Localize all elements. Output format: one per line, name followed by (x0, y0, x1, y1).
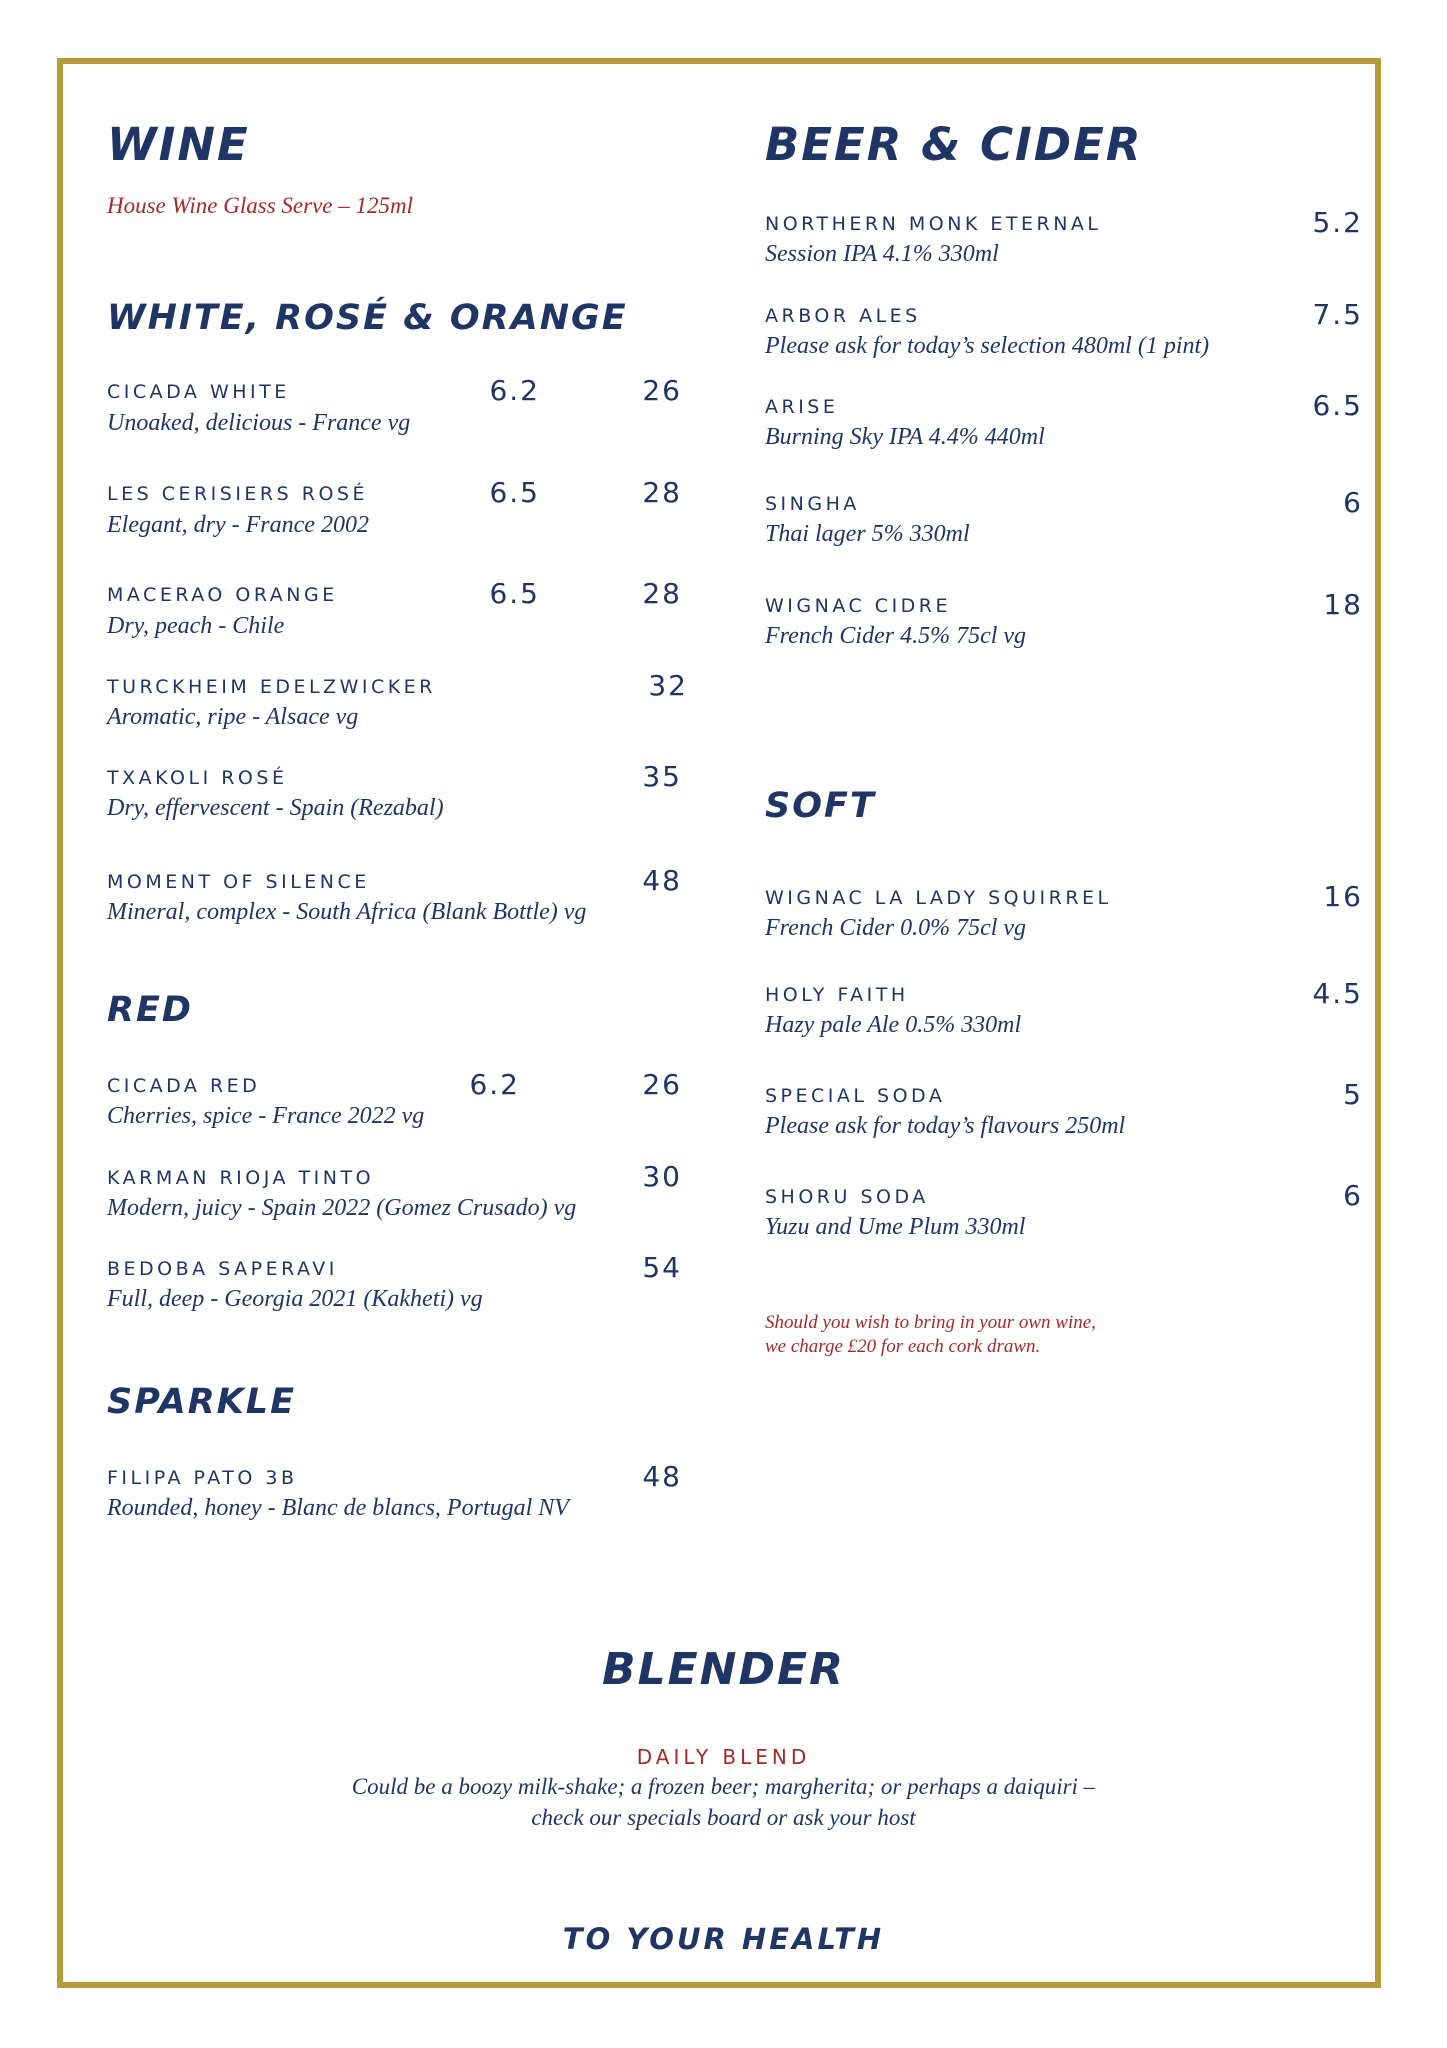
beer-description: Please ask for today’s selection 480ml (1 pint) (765, 333, 1210, 359)
daily-blend-line-2: check our specials board or ask your host (531, 1805, 916, 1830)
beer-price: 6.5 (1312, 389, 1363, 422)
beer-name: SINGHA (765, 493, 860, 515)
beer-description: Thai lager 5% 330ml (765, 521, 970, 547)
wine-description: Dry, peach - Chile (107, 613, 285, 639)
blender-block (0, 1644, 1447, 1695)
soft-description: French Cider 0.0% 75cl vg (765, 915, 1027, 941)
wine-name: MACERAO ORANGE (107, 584, 338, 606)
wine-name: BEDOBA SAPERAVI (107, 1258, 338, 1280)
soft-description: Hazy pale Ale 0.5% 330ml (765, 1012, 1022, 1038)
beer-name: WIGNAC CIDRE (765, 595, 952, 617)
glass-price: 6.5 (489, 476, 540, 509)
wine-name: KARMAN RIOJA TINTO (107, 1167, 375, 1189)
soft-name: SPECIAL SODA (765, 1085, 946, 1107)
wine-description: Modern, juicy - Spain 2022 (Gomez Crusado) vg (107, 1195, 577, 1221)
daily-blend-title: DAILY BLEND (636, 1745, 811, 1769)
wine-name: CICADA RED (107, 1075, 261, 1097)
beer-name: ARISE (765, 396, 839, 418)
soft-price: 5 (1343, 1078, 1363, 1111)
soft-description: Please ask for today’s flavours 250ml (765, 1113, 1126, 1139)
wine-heading: WINE (107, 118, 250, 171)
glass-price: 6.5 (489, 577, 540, 610)
wine-name: CICADA WHITE (107, 381, 290, 403)
corkage-note-line-2: we charge £20 for each cork drawn. (765, 1336, 1041, 1357)
beer-cider-heading: BEER & CIDER (765, 118, 1143, 171)
wine-name: LES CERISIERS ROSÉ (107, 483, 368, 505)
beer-price: 7.5 (1312, 298, 1363, 331)
bottle-price: 26 (642, 374, 682, 407)
bottle-price: 28 (642, 476, 682, 509)
bottle-price: 35 (642, 760, 682, 793)
bottle-price: 26 (642, 1068, 682, 1101)
beer-description: Burning Sky IPA 4.4% 440ml (765, 424, 1045, 450)
footer-tagline: TO YOUR HEALTH (562, 1922, 885, 1956)
wine-name: TXAKOLI ROSÉ (107, 767, 288, 789)
soft-heading: SOFT (765, 786, 876, 826)
bottle-price: 54 (642, 1251, 682, 1284)
wine-name: MOMENT OF SILENCE (107, 871, 370, 893)
glass-price: 6.2 (469, 1068, 520, 1101)
bottle-price: 28 (642, 577, 682, 610)
wine-description: Cherries, spice - France 2022 vg (107, 1103, 425, 1129)
beer-name: ARBOR ALES (765, 305, 921, 327)
bottle-price: 48 (642, 864, 682, 897)
beer-price: 5.2 (1312, 206, 1363, 239)
beer-price: 6 (1343, 486, 1363, 519)
soft-price: 6 (1343, 1179, 1363, 1212)
wine-description: Rounded, honey - Blanc de blancs, Portugal NV (107, 1495, 569, 1521)
wine-name: FILIPA PATO 3B (107, 1467, 298, 1489)
sparkle-heading: SPARKLE (107, 1382, 297, 1422)
soft-name: SHORU SODA (765, 1186, 929, 1208)
beer-description: Session IPA 4.1% 330ml (765, 241, 999, 267)
soft-price: 16 (1323, 880, 1363, 913)
wine-description: Dry, effervescent - Spain (Rezabal) (107, 795, 444, 821)
wine-description: Unoaked, delicious - France vg (107, 410, 411, 436)
white-rose-orange-heading: WHITE, ROSÉ & ORANGE (107, 298, 628, 338)
soft-description: Yuzu and Ume Plum 330ml (765, 1214, 1026, 1240)
house-wine-note: House Wine Glass Serve – 125ml (107, 193, 413, 218)
soft-price: 4.5 (1312, 977, 1363, 1010)
beer-description: French Cider 4.5% 75cl vg (765, 623, 1027, 649)
daily-blend-line-1: Could be a boozy milk-shake; a frozen beer; margherita; or perhaps a daiquiri – (351, 1774, 1096, 1799)
wine-description: Full, deep - Georgia 2021 (Kakheti) vg (107, 1286, 483, 1312)
bottle-price: 30 (642, 1160, 682, 1193)
glass-price: 6.2 (489, 374, 540, 407)
bottle-price: 48 (642, 1460, 682, 1493)
wine-description: Mineral, complex - South Africa (Blank Bottle) vg (107, 899, 587, 925)
beer-name: NORTHERN MONK ETERNAL (765, 213, 1102, 235)
beer-price: 18 (1323, 588, 1363, 621)
corkage-note-line-1: Should you wish to bring in your own wine, (765, 1312, 1096, 1333)
wine-name: TURCKHEIM EDELZWICKER (107, 676, 436, 698)
wine-description: Aromatic, ripe - Alsace vg (107, 704, 359, 730)
soft-name: WIGNAC LA LADY SQUIRREL (765, 887, 1112, 909)
bottle-price: 32 (648, 669, 688, 702)
red-heading: RED (107, 990, 193, 1030)
soft-name: HOLY FAITH (765, 984, 909, 1006)
blender-heading: BLENDER (602, 1644, 845, 1695)
wine-description: Elegant, dry - France 2002 (107, 512, 369, 538)
